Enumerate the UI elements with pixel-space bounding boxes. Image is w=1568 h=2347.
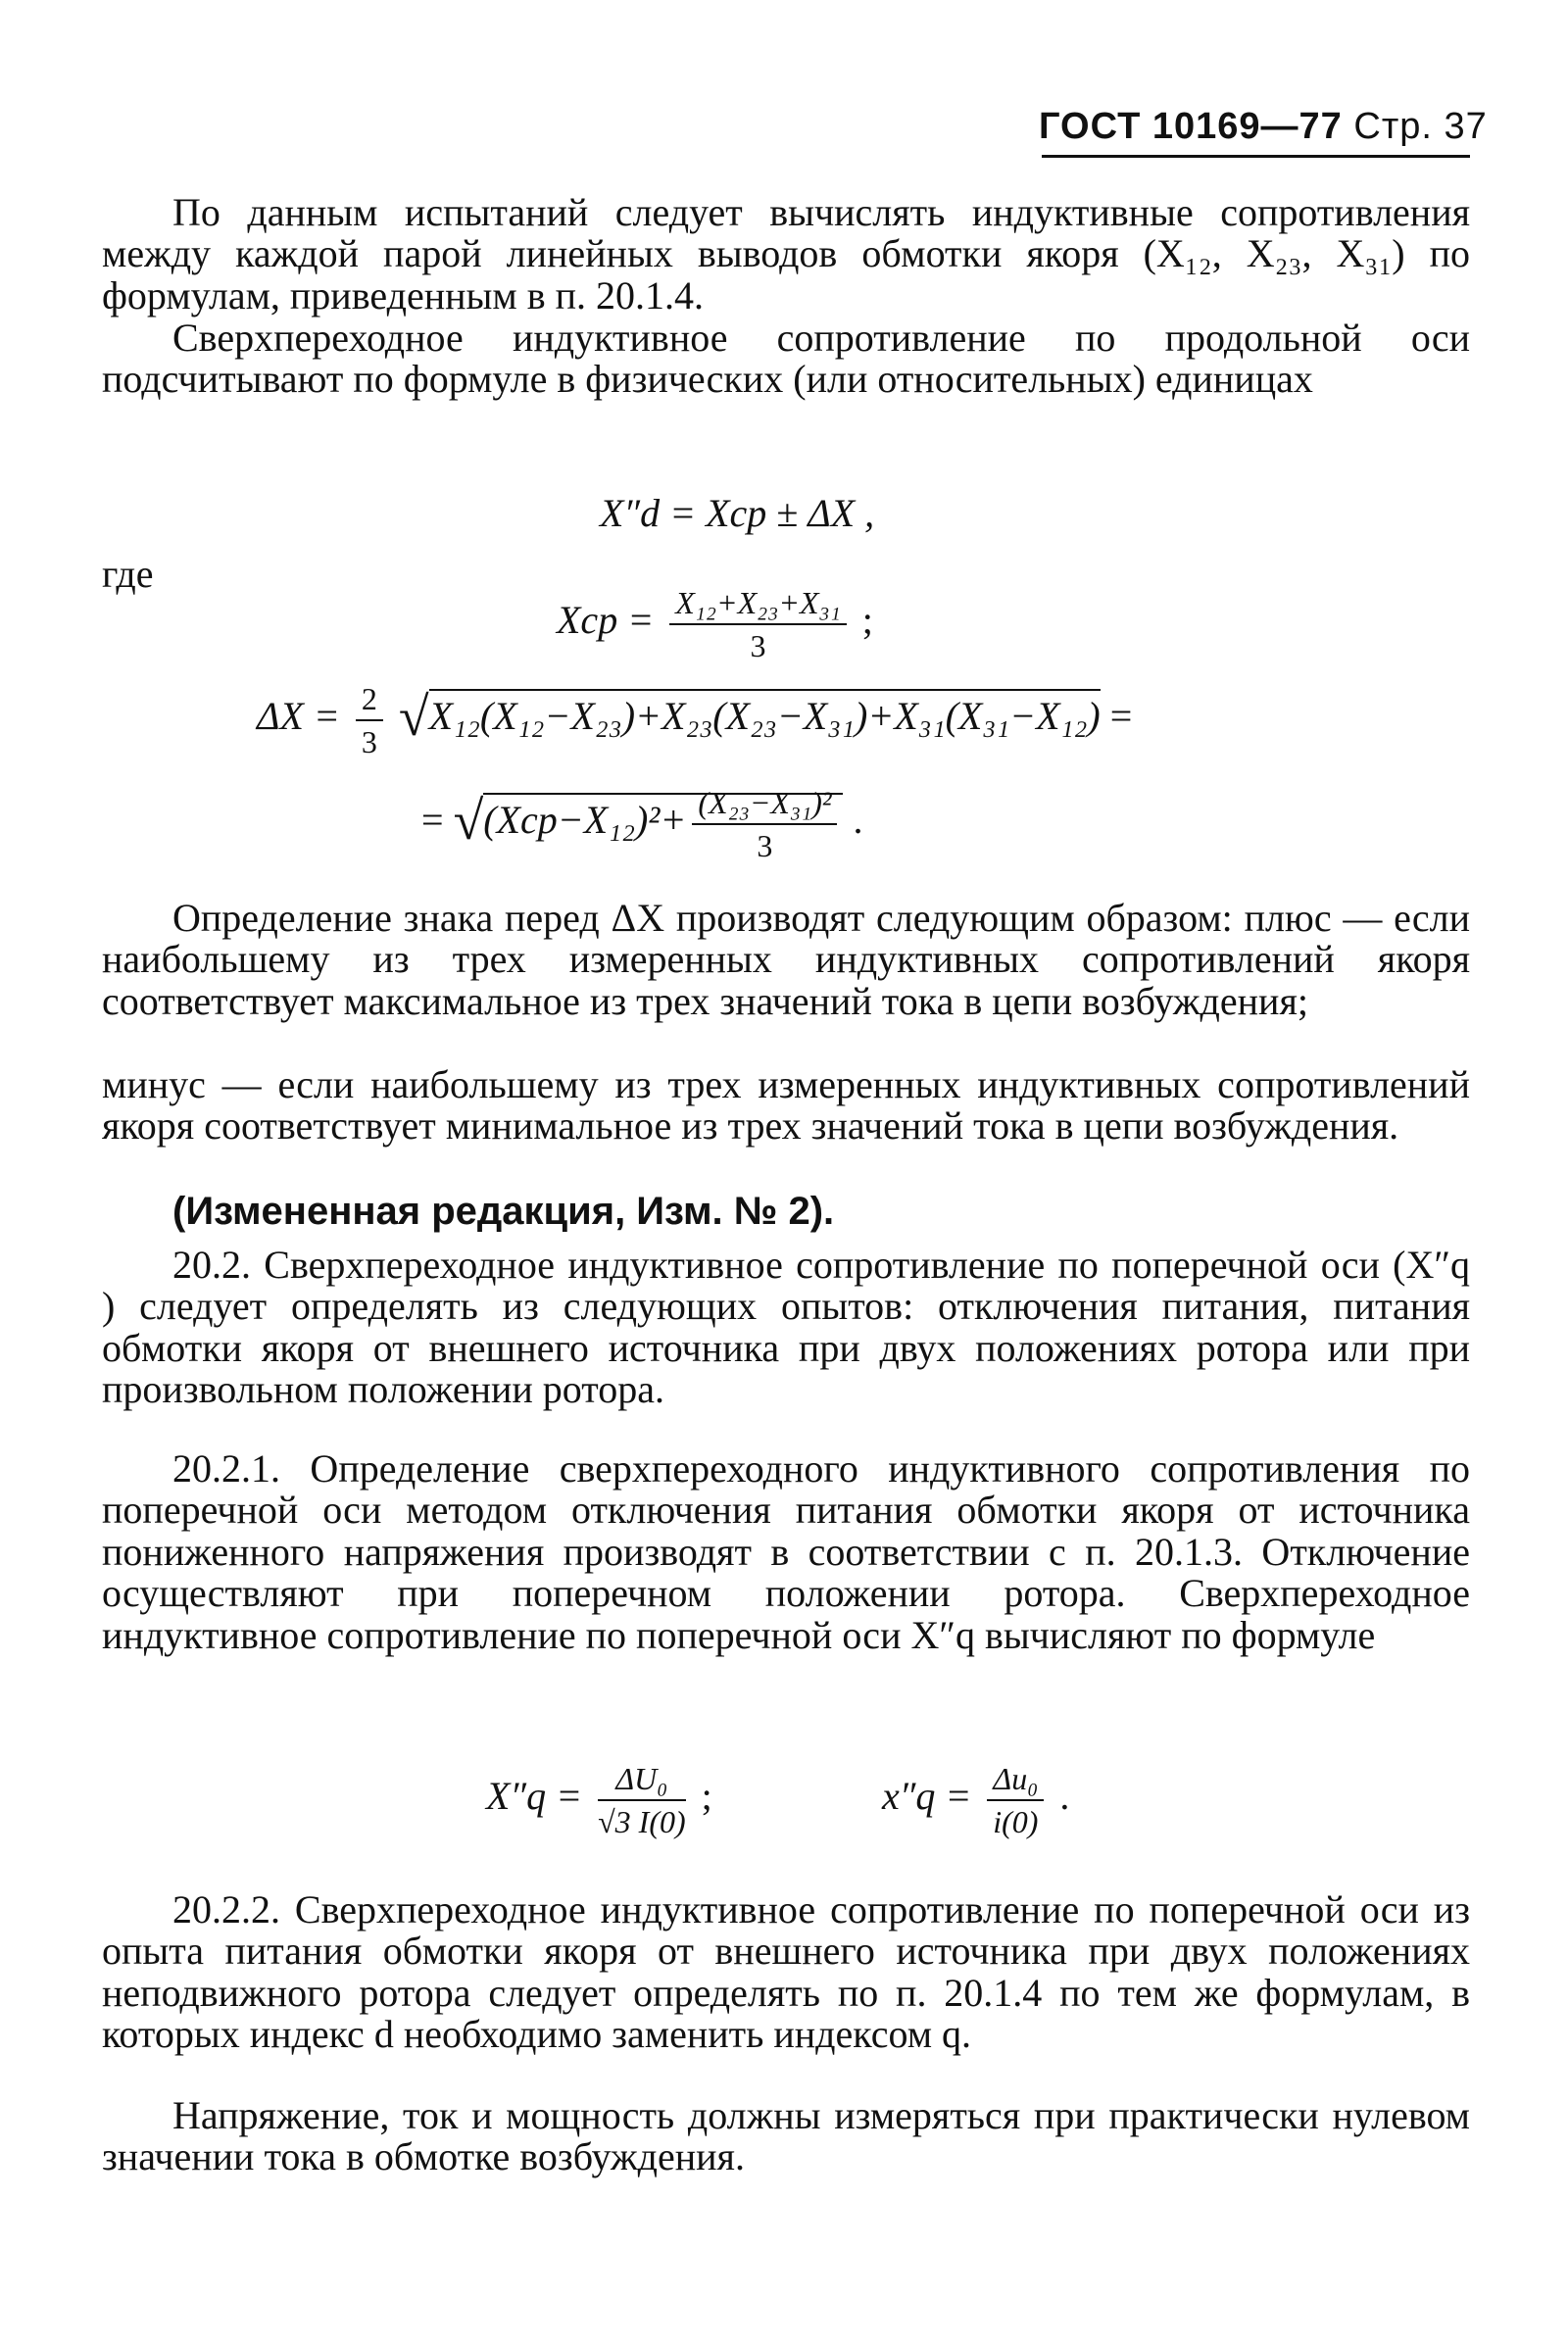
header-rule [1042, 155, 1470, 158]
formula-xcp-fraction [669, 584, 847, 664]
sqrt-sign-2: √ [453, 791, 484, 853]
formula-xq-separator: ; [701, 1774, 712, 1819]
formula-xq-lhs: X″q = [486, 1774, 583, 1819]
formula-xq-relative-denominator: i(0) [993, 1804, 1039, 1839]
formula-xq-relative [882, 1760, 1069, 1840]
formula-delta-x-coefficient [356, 680, 383, 760]
formula-delta-x-alt-term: (Xср−X₁₂)²+ [483, 798, 687, 843]
paragraph-4: минус — если наибольшему из трех измеренных индуктивных сопротивлений якоря соответствует минимальное из трех значений тока в цепи возбуждения. [102, 1062, 1470, 1149]
formula-delta-x-alt-end: . [853, 798, 863, 843]
paragraph-3: Определение знака перед ΔX производят следующим образом: плюс — если наибольшему из трех измеренных индуктивных сопротивлений якоря соответствует максимальное из трех значений тока в цепи возбуждения; [102, 896, 1470, 1023]
formula-xq-numerator: ΔU₀ [598, 1760, 686, 1801]
where-label: где [102, 552, 154, 596]
page-number: Стр. 37 [1353, 106, 1488, 147]
formula-xcp-lhs: Xср = [557, 598, 655, 643]
paragraph-8: Напряжение, ток и мощность должны измеряться при практически нулевом значении тока в обмотке возбуждения. [102, 2093, 1470, 2179]
formula-xq [486, 1760, 712, 1840]
formula-xd: X″d = Xср ± ΔX , [600, 491, 875, 535]
formula-xcp-denominator: 3 [750, 628, 766, 663]
formula-xq-relative-numerator: Δu₀ [987, 1760, 1044, 1801]
formula-xq-relative-fraction [987, 1760, 1044, 1840]
formula-delta-x-alt-fraction [692, 784, 837, 864]
paragraph-5: 20.2. Сверхпереходное индуктивное сопротивление по поперечной оси (X″q ) следует определять из следующих опытов: отключения питания, питания обмотки якоря от внешнего источника при двух положениях ротора или при произвольном положении ротора. [102, 1243, 1470, 1412]
formula-delta-x-radicand: X₁₂(X₁₂−X₂₃)+X₂₃(X₂₃−X₃₁)+X₃₁(X₃₁−X₁₂) [429, 689, 1101, 738]
formula-xcp [557, 584, 873, 664]
edition-note: (Измененная редакция, Изм. № 2). [172, 1190, 835, 1233]
paragraph-6: 20.2.1. Определение сверхпереходного индуктивного сопротивления по поперечной оси методом отключения питания обмотки якоря от источника пониженного напряжения производят в соответствии с п. 20.1.3. Отключение осуществляют при поперечном положении ротора. Сверхпереходное индуктивное сопротивление по поперечной оси X″q вычисляют по формуле [102, 1446, 1470, 1657]
gost-number: ГОСТ 10169—77 [1039, 106, 1343, 147]
paragraph-2: Сверхпереходное индуктивное сопротивление по продольной оси подсчитывают по формуле в физических (или относительных) единицах [102, 316, 1470, 402]
formula-delta-x-coef-num: 2 [356, 680, 383, 721]
sqrt-sign: √ [398, 687, 429, 749]
formula-xq-relative-end: . [1059, 1774, 1070, 1819]
formula-delta-x-alt-radicand [483, 785, 843, 863]
page-header [1039, 106, 1488, 148]
formula-xq-relative-lhs: x″q = [882, 1774, 972, 1819]
formula-xcp-end: ; [861, 598, 873, 643]
formula-delta-x [257, 680, 1132, 760]
paragraph-7: 20.2.2. Сверхпереходное индуктивное сопротивление по поперечной оси из опыта питания обмотки якоря от внешнего источника при двух положениях неподвижного ротора следует определять по п. 20.1.4 по тем же формулам, в которых индекс d необходимо заменить индексом q. [102, 1887, 1470, 2057]
formula-delta-x-alt-den: 3 [757, 828, 773, 863]
formula-delta-x-alt-num: (X₂₃−X₃₁)² [692, 784, 837, 825]
formula-xq-fraction [598, 1760, 686, 1840]
formula-delta-x-alt-lhs: = [421, 798, 444, 843]
paragraph-1: По данным испытаний следует вычислять индуктивные сопротивления между каждой парой линейных выводов обмотки якоря (X₁₂, X₂₃, X₃₁) по формулам, приведенным в п. 20.1.4. [102, 190, 1470, 318]
formula-delta-x-alt [421, 784, 862, 864]
formula-delta-x-coef-den: 3 [361, 724, 377, 759]
formula-xcp-numerator: X₁₂+X₂₃+X₃₁ [669, 584, 847, 625]
formula-xq-denominator: √3 I(0) [598, 1804, 686, 1839]
formula-delta-x-lhs: ΔX = [257, 694, 340, 739]
formula-delta-x-end: = [1109, 694, 1133, 739]
